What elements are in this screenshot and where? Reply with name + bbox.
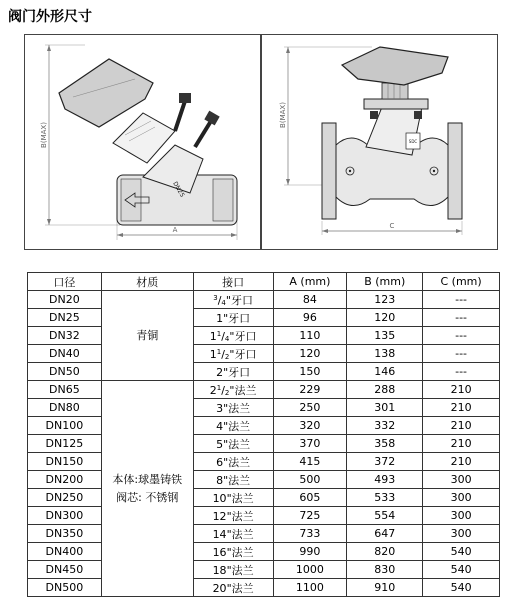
- cell-c: 540: [423, 579, 500, 597]
- table-row: [28, 381, 500, 399]
- cell-b: 120: [347, 309, 423, 327]
- cell-size: DN50: [28, 363, 102, 381]
- cell-a: 320: [273, 417, 347, 435]
- cell-a: 250: [273, 399, 347, 417]
- cell-c: 540: [423, 561, 500, 579]
- cell-connection: [193, 543, 273, 561]
- cell-connection: [193, 561, 273, 579]
- cell-size: DN450: [28, 561, 102, 579]
- conn-unit: "法兰: [226, 491, 254, 505]
- header-b: B (mm): [347, 273, 423, 291]
- conn-whole: 14: [212, 527, 227, 541]
- table-header-row: [28, 273, 500, 291]
- cell-b: 910: [347, 579, 423, 597]
- cell-b: 138: [347, 345, 423, 363]
- cell-size: DN80: [28, 399, 102, 417]
- material-line: 青铜: [136, 328, 159, 342]
- dim-b-label: B(MAX): [40, 122, 48, 148]
- conn-whole: 4: [216, 419, 224, 433]
- cell-connection: $2^1/_2$"法兰: [193, 381, 273, 399]
- cell-c: ---: [423, 327, 500, 345]
- cell-connection: [193, 399, 273, 417]
- cell-b: 372: [347, 453, 423, 471]
- cell-b: 301: [347, 399, 423, 417]
- cell-connection: $1^1/_4$"牙口: [193, 327, 273, 345]
- cell-c: 210: [423, 453, 500, 471]
- cell-a: 500: [273, 471, 347, 489]
- cell-connection: [193, 309, 273, 327]
- conn-unit: "法兰: [229, 383, 257, 397]
- table-row: [28, 345, 500, 363]
- conn-whole: 3: [216, 401, 224, 415]
- cell-c: 210: [423, 399, 500, 417]
- conn-whole: 10: [212, 491, 227, 505]
- cell-size: DN32: [28, 327, 102, 345]
- cell-a: 990: [273, 543, 347, 561]
- table-row: [28, 435, 500, 453]
- conn-numerator: 1: [216, 383, 222, 392]
- cell-size: DN100: [28, 417, 102, 435]
- conn-numerator: 1: [216, 347, 222, 356]
- cell-b: 135: [347, 327, 423, 345]
- dim-b-label-right: B(MAX): [279, 102, 287, 128]
- conn-unit: "牙口: [223, 311, 251, 325]
- material-line: 阀芯: 不锈钢: [116, 490, 179, 504]
- conn-whole: 20: [212, 581, 227, 595]
- dim-a-label: A: [172, 226, 178, 234]
- flanged-valve-drawing: [261, 34, 498, 250]
- cell-a: 605: [273, 489, 347, 507]
- conn-unit: "牙口: [229, 347, 257, 361]
- cell-b: 146: [347, 363, 423, 381]
- handwheel-icon-right: [342, 47, 448, 85]
- plate-mark: SDC: [408, 139, 418, 144]
- material-line: 本体:球墨铸铁: [112, 472, 183, 486]
- cell-c: 300: [423, 489, 500, 507]
- cell-b: 554: [347, 507, 423, 525]
- conn-unit: "法兰: [226, 545, 254, 559]
- cell-size: DN20: [28, 291, 102, 309]
- cell-b: 288: [347, 381, 423, 399]
- cell-a: 370: [273, 435, 347, 453]
- cell-b: 123: [347, 291, 423, 309]
- conn-denominator: 4: [221, 298, 226, 307]
- conn-whole: 2: [209, 383, 217, 397]
- cell-a: 733: [273, 525, 347, 543]
- cell-size: DN125: [28, 435, 102, 453]
- cell-size: DN300: [28, 507, 102, 525]
- cell-c: ---: [423, 363, 500, 381]
- header-size: 口径: [28, 273, 102, 291]
- conn-whole: 6: [216, 455, 224, 469]
- conn-unit: "法兰: [226, 527, 254, 541]
- table-row: [28, 363, 500, 381]
- table-row: [28, 291, 500, 309]
- cell-c: 210: [423, 381, 500, 399]
- cell-connection: [193, 417, 273, 435]
- table-row: [28, 471, 500, 489]
- cell-c: 210: [423, 435, 500, 453]
- cell-size: DN40: [28, 345, 102, 363]
- header-a: A (mm): [273, 273, 347, 291]
- conn-unit: "法兰: [223, 473, 251, 487]
- conn-denominator: 2: [224, 352, 230, 361]
- header-c: C (mm): [423, 273, 500, 291]
- dim-c-label: C: [389, 222, 395, 230]
- cell-size: DN25: [28, 309, 102, 327]
- cell-a: 96: [273, 309, 347, 327]
- conn-whole: 1: [209, 347, 217, 361]
- cell-c: 300: [423, 471, 500, 489]
- conn-unit: "法兰: [223, 455, 251, 469]
- cell-size: DN65: [28, 381, 102, 399]
- cell-material: [101, 381, 193, 597]
- page-title: 阀门外形尺寸: [8, 9, 92, 25]
- dimension-table: [27, 272, 500, 597]
- cell-b: 830: [347, 561, 423, 579]
- conn-whole: 1: [209, 329, 217, 343]
- cell-size: DN200: [28, 471, 102, 489]
- cell-c: 300: [423, 525, 500, 543]
- cell-b: 493: [347, 471, 423, 489]
- conn-unit: "法兰: [223, 419, 251, 433]
- conn-numerator: 1: [216, 329, 222, 338]
- conn-denominator: 2: [224, 388, 230, 397]
- cell-a: 120: [273, 345, 347, 363]
- cell-size: DN250: [28, 489, 102, 507]
- conn-unit: "法兰: [226, 563, 254, 577]
- conn-numerator: 3: [213, 293, 218, 302]
- cell-a: 725: [273, 507, 347, 525]
- conn-unit: "牙口: [229, 329, 257, 343]
- table-row: [28, 417, 500, 435]
- cell-a: 415: [273, 453, 347, 471]
- table-row: [28, 525, 500, 543]
- cell-connection: [193, 525, 273, 543]
- table-row: [28, 543, 500, 561]
- conn-unit: "牙口: [223, 365, 251, 379]
- cell-c: ---: [423, 345, 500, 363]
- cell-size: DN400: [28, 543, 102, 561]
- conn-whole: 18: [212, 563, 227, 577]
- cell-c: 210: [423, 417, 500, 435]
- cell-a: 110: [273, 327, 347, 345]
- table-row: [28, 309, 500, 327]
- header-material: 材质: [101, 273, 193, 291]
- cell-c: 300: [423, 507, 500, 525]
- conn-unit: "法兰: [223, 401, 251, 415]
- header-connection: 接口: [193, 273, 273, 291]
- conn-whole: 2: [216, 365, 224, 379]
- cell-connection: $^3/_4$"牙口: [193, 291, 273, 309]
- cell-a: 1000: [273, 561, 347, 579]
- table-row: [28, 399, 500, 417]
- cell-b: 533: [347, 489, 423, 507]
- cell-size: DN150: [28, 453, 102, 471]
- conn-whole: 5: [216, 437, 224, 451]
- cell-b: 332: [347, 417, 423, 435]
- flanged-valve-svg: [262, 35, 499, 251]
- cell-a: 1100: [273, 579, 347, 597]
- conn-whole: 8: [216, 473, 224, 487]
- cell-connection: [193, 489, 273, 507]
- cell-connection: $1^1/_2$"牙口: [193, 345, 273, 363]
- conn-unit: "法兰: [226, 509, 254, 523]
- cell-c: ---: [423, 291, 500, 309]
- table-row: [28, 453, 500, 471]
- conn-whole: 1: [216, 311, 224, 325]
- cell-connection: [193, 453, 273, 471]
- body-mark: DN25: [171, 180, 186, 199]
- table-row: [28, 561, 500, 579]
- cell-connection: [193, 471, 273, 489]
- cell-c: ---: [423, 309, 500, 327]
- conn-unit: "法兰: [226, 581, 254, 595]
- cell-b: 358: [347, 435, 423, 453]
- table-row: [28, 327, 500, 345]
- conn-whole: 16: [212, 545, 227, 559]
- cell-connection: [193, 507, 273, 525]
- cell-b: 647: [347, 525, 423, 543]
- cell-connection: [193, 363, 273, 381]
- cell-a: 150: [273, 363, 347, 381]
- cell-a: 229: [273, 381, 347, 399]
- threaded-valve-svg: [25, 35, 262, 251]
- conn-denominator: 4: [224, 334, 230, 343]
- cell-connection: [193, 579, 273, 597]
- table-row: [28, 579, 500, 597]
- conn-unit: "牙口: [225, 293, 253, 307]
- table-row: [28, 489, 500, 507]
- conn-whole: 12: [212, 509, 227, 523]
- threaded-valve-drawing: [24, 34, 261, 250]
- cell-size: DN500: [28, 579, 102, 597]
- cell-b: 820: [347, 543, 423, 561]
- cell-size: DN350: [28, 525, 102, 543]
- cell-a: 84: [273, 291, 347, 309]
- conn-unit: "法兰: [223, 437, 251, 451]
- table-row: [28, 507, 500, 525]
- cell-connection: [193, 435, 273, 453]
- cell-material: [101, 291, 193, 381]
- cell-c: 540: [423, 543, 500, 561]
